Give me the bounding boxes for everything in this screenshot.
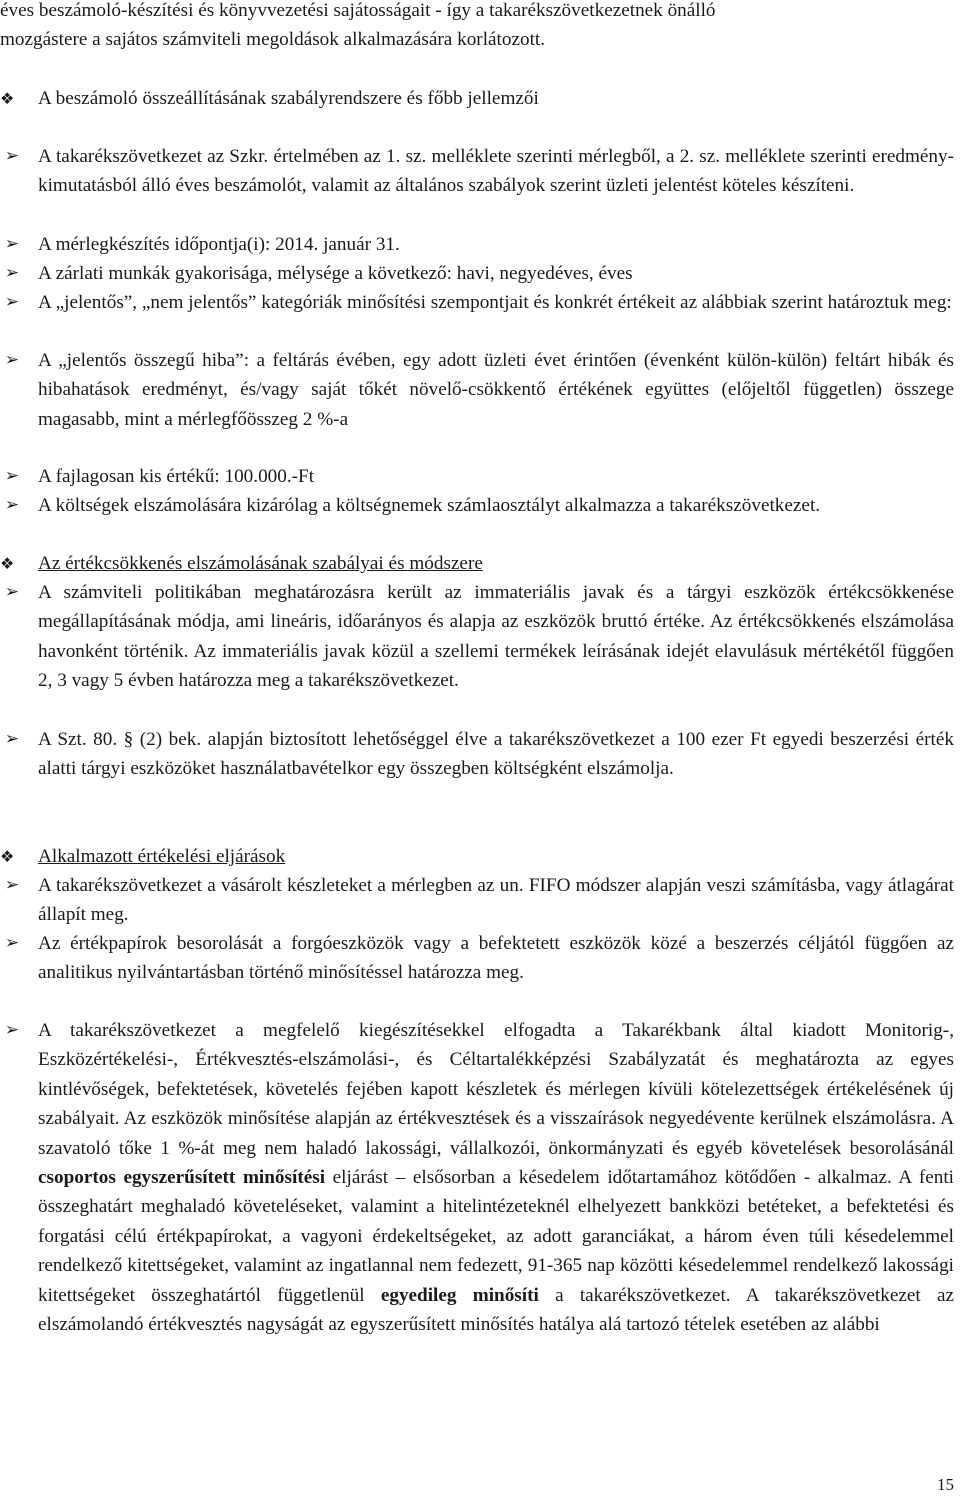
section-heading-2: [0, 549, 940, 578]
section-heading-1-text: A beszámoló összeállításának szabályrendszere és főbb jellemzői: [38, 88, 539, 109]
list-item: [4, 346, 954, 434]
section-heading-1: [0, 84, 940, 113]
list-item-text-part-1: A takarékszövetkezet a megfelelő kiegészítésekkel elfogadta a Takarékbank által kiadott Monitorig-, Eszközértékelési-, Értékvesztés-elszámolási-, és Céltartalékképzési Szabályzatát és meghatározta az egyes kintlévőségek, befektetések, követelés fejében kapott készletek és mérlegen kívüli kötelezettségek értékelésének új szabályait. Az eszközök minősítése alapján az értékvesztések és a visszaírások negyedévente kerülnek elszámolásra. A szavatoló tőke 1 %-át meg nem haladó lakossági, vállalkozói, önkormányzati és egyéb követelések besorolásánál: [38, 1020, 954, 1159]
list-item-text: A „jelentős”, „nem jelentős” kategóriák minősítési szempontjait és konkrét értékeit az alábbiak szerint határoztuk meg:: [38, 292, 952, 313]
list-item-bold-term: egyedileg minősíti: [380, 1284, 539, 1306]
diamond-cross-icon: ❖: [0, 554, 15, 573]
arrow-chevron-icon: ➢: [4, 875, 20, 895]
list-item-text-part-3: a takarékszövetkezet. A takarékszövetkezet az elszámolandó értékvesztés nagyságát az egyszerűsített minősítés hatálya alá tartozó tételek esetében az alábbi: [38, 1284, 954, 1336]
arrow-chevron-icon: ➢: [4, 234, 20, 254]
list-item-text: A számviteli politikában meghatározásra került az immateriális javak és a tárgyi eszközök értékcsökkenése megállapításának módja, ami lineáris, időarányos és alapja az eszközök bruttó értéke. Az értékcsökkenés elszámolása havonként történik. Az immateriális javak közül a szellemi termékek leírásának idejét elavulásuk mértékétől függően 2, 3 vagy 5 évben határozza meg a takarékszövetkezet.: [38, 582, 954, 692]
list-item: [4, 929, 954, 988]
list-item: [4, 871, 954, 930]
arrow-chevron-icon: ➢: [4, 495, 20, 515]
list-item-text: A takarékszövetkezet a vásárolt készleteket a mérlegben az un. FIFO módszer alapján veszi számításba, vagy átlagárat állapít meg.: [38, 875, 954, 926]
page-number: 15: [937, 1475, 954, 1494]
list-item: [4, 491, 954, 520]
diamond-cross-icon: ❖: [0, 847, 15, 866]
arrow-chevron-icon: ➢: [4, 263, 20, 283]
list-item-bold-term: csoportos egyszerűsített minősítési: [38, 1167, 326, 1189]
intro-line-2: mozgástere a sajátos számviteli megoldások alkalmazására korlátozott.: [0, 29, 546, 50]
arrow-chevron-icon: ➢: [4, 466, 20, 486]
list-item-text: A fajlagosan kis értékű: 100.000.-Ft: [38, 466, 315, 487]
arrow-chevron-icon: ➢: [4, 350, 20, 370]
list-item-text-part-2: eljárást – elsősorban a késedelem időtartamához kötődően - alkalmaz. A fenti összeghatárt meghaladó követeléseket, valamint a hitelintézeteknél elhelyezett bankközi betéteket, a befektetési és forgatási célú értékpapírokat, a vagyoni érdekeltségeket, az adott garanciákat, a három éven túli késedelemmel rendelkező kitettségeket, valamint az ingatlannal nem fedezett, 91-365 nap közötti késedelemmel rendelkező lakossági kitettségeket összeghatártól függetlenül: [38, 1167, 954, 1306]
arrow-chevron-icon: ➢: [4, 729, 20, 749]
list-item: [4, 578, 954, 696]
list-item: [4, 288, 954, 317]
list-item: [4, 230, 954, 259]
intro-line-1: éves beszámoló-készítési és könyvvezetési sajátosságait - így a takarékszövetkezetnek önálló: [0, 0, 716, 21]
list-item-text: A Szt. 80. § (2) bek. alapján biztosított lehetőséggel élve a takarékszövetkezet a 100 ezer Ft egyedi beszerzési érték alatti tárgyi eszközöket használatbavételkor egy összegben költségként elszámolja.: [38, 729, 954, 780]
list-item-text: A mérlegkészítés időpontja(i): 2014. január 31.: [38, 234, 400, 255]
list-item-text: A zárlati munkák gyakorisága, mélysége a következő: havi, negyedéves, éves: [38, 263, 633, 284]
list-item: [4, 462, 954, 491]
list-item-text: Az értékpapírok besorolását a forgóeszközök vagy a befektetett eszközök közé a beszerzés céljától függően az analitikus nyilvántartásban történő minősítéssel határozza meg.: [38, 933, 954, 984]
arrow-chevron-icon: ➢: [4, 146, 20, 166]
arrow-chevron-icon: ➢: [4, 292, 20, 312]
list-item: [4, 259, 954, 288]
list-item-text: A költségek elszámolására kizárólag a költségnemek számlaosztályt alkalmazza a takarékszövetkezet.: [38, 495, 821, 516]
arrow-chevron-icon: ➢: [4, 582, 20, 602]
list-item: [4, 1016, 954, 1339]
list-item: [4, 725, 954, 784]
diamond-cross-icon: ❖: [0, 89, 15, 108]
section-heading-3-text: Alkalmazott értékelési eljárások: [38, 846, 286, 867]
list-item: [4, 142, 954, 201]
arrow-chevron-icon: ➢: [4, 1020, 20, 1040]
arrow-chevron-icon: ➢: [4, 933, 20, 953]
section-heading-2-text: Az értékcsökkenés elszámolásának szabályai és módszere: [38, 553, 483, 574]
section-heading-3: [0, 842, 940, 871]
list-item-text: A takarékszövetkezet az Szkr. értelmében az 1. sz. melléklete szerinti mérlegből, a 2. sz. melléklete szerinti eredmény-kimutatásból álló éves beszámolót, valamit az általános szabályok szerint üzleti jelentést köteles készíteni.: [38, 146, 954, 197]
list-item-text: A „jelentős összegű hiba”: a feltárás évében, egy adott üzleti évet érintően (évenként külön-külön) feltárt hibák és hibahatások eredményt, és/vagy saját tőkét növelő-csökkentő értékének együttes (előjeltől független) összege magasabb, mint a mérlegfőösszeg 2 %-a: [38, 350, 954, 430]
